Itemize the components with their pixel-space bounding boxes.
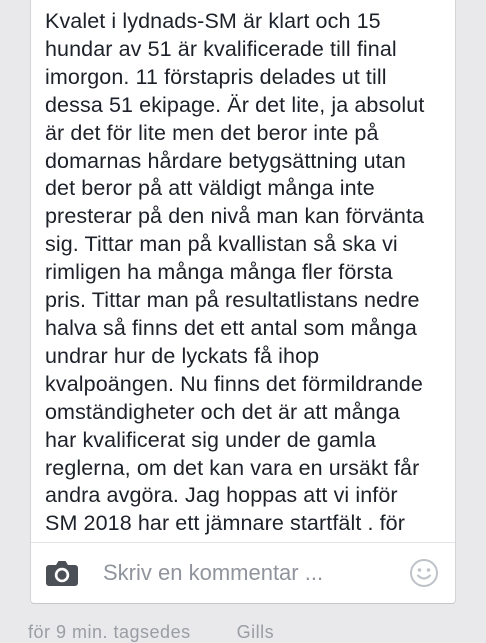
post-text-line: är det för lite men det beror inte på	[45, 120, 379, 145]
post-text-line: sig. Tittar man på kvallistan så ska vi	[45, 232, 398, 257]
post-text-line: halva så finns det ett antal som många	[45, 315, 417, 340]
smiley-icon[interactable]	[409, 558, 439, 588]
comment-input[interactable]	[103, 555, 393, 591]
post-card	[30, 0, 456, 604]
post-meta-time: för 9 min. tagsedes	[28, 622, 191, 642]
post-text-line: kvalpoängen. Nu finns det förmildrande	[45, 371, 423, 396]
post-text-line: rimligen ha många många fler första	[45, 260, 393, 285]
post-text-line: pris. Tittar man på resultatlistans nedre	[45, 288, 420, 313]
post-text-line: SM 2018 har ett jämnare startfält . för	[45, 511, 406, 536]
post-text-line: hundar av 51 är kvalificerade till final	[45, 36, 397, 61]
camera-icon[interactable]	[45, 559, 79, 587]
post-text-line: reglerna, om det kan vara en ursäkt får	[45, 455, 420, 480]
post-text-line: andra avgöra. Jag hoppas att vi inför	[45, 483, 398, 508]
post-text-line: Kvalet i lydnads-SM är klart och 15	[45, 9, 381, 33]
post-text-line: imorgon. 11 förstapris delades ut till	[45, 64, 387, 89]
post-body-text	[45, 0, 445, 541]
post-text-line: undrar hur de lyckats få ihop	[45, 343, 320, 368]
post-text-line: presterar på den nivå man kan förvänta	[45, 204, 425, 229]
comment-composer	[31, 543, 455, 603]
post-text-line: har kvalificerat sig under de gamla	[45, 427, 376, 452]
post-text-line: dessa 51 ekipage. Är det lite, ja absolut	[45, 92, 425, 117]
post-meta-author[interactable]: Gills	[236, 622, 275, 642]
post-text-line: omständigheter och det är att många	[45, 399, 400, 424]
post-meta-partial	[28, 622, 468, 643]
post-text-line: det beror på att väldigt många inte	[45, 176, 375, 201]
post-text-line: domarnas hårdare betygsättning utan	[45, 148, 406, 173]
